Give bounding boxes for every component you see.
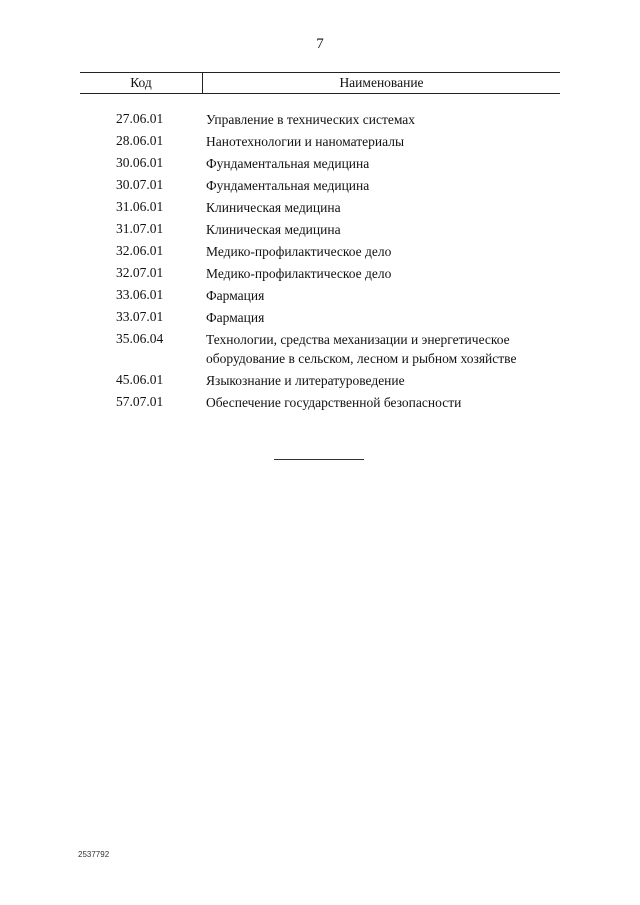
row-name: Фундаментальная медицина: [206, 155, 370, 171]
row-code: 32.07.01: [116, 265, 164, 280]
table-row: [80, 284, 560, 306]
table-row: [80, 130, 560, 152]
row-code: 27.06.01: [116, 111, 164, 126]
end-separator-line: [274, 459, 364, 460]
row-code: 32.06.01: [116, 243, 164, 258]
row-name: Языкознание и литературоведение: [206, 372, 405, 388]
row-name: Медико-профилактическое дело: [206, 243, 392, 259]
row-name: Фармация: [206, 309, 265, 325]
table-row: [80, 240, 560, 262]
table-row: [80, 262, 560, 284]
column-header-code: Код: [80, 73, 203, 93]
row-name: Управление в технических системах: [206, 111, 416, 127]
table-row: [80, 328, 560, 369]
row-code: 57.07.01: [116, 394, 164, 409]
table-row: [80, 108, 560, 130]
row-code: 33.06.01: [116, 287, 164, 302]
table-row: [80, 391, 560, 413]
page-number: 7: [316, 36, 324, 52]
row-name: Клиническая медицина: [206, 199, 341, 215]
row-name: Технологии, средства механизации и энергетическое оборудование в сельском, лесном и рыбном хозяйстве: [206, 331, 517, 366]
row-code: 31.06.01: [116, 199, 164, 214]
row-name: Медико-профилактическое дело: [206, 265, 392, 281]
table-row: [80, 218, 560, 240]
row-code: 30.06.01: [116, 155, 164, 170]
table-row: [80, 196, 560, 218]
row-code: 31.07.01: [116, 221, 164, 236]
row-name: Нанотехнологии и наноматериалы: [206, 133, 405, 149]
row-code: 35.06.04: [116, 331, 164, 346]
row-name: Фармация: [206, 287, 265, 303]
row-code: 33.07.01: [116, 309, 164, 324]
row-code: 45.06.01: [116, 372, 164, 387]
document-id: 2537792: [78, 850, 110, 859]
row-code: 28.06.01: [116, 133, 164, 148]
table-header: [80, 72, 560, 94]
table-row: [80, 306, 560, 328]
table-body: [80, 108, 560, 413]
row-name: Обеспечение государственной безопасности: [206, 394, 462, 410]
row-name: Фундаментальная медицина: [206, 177, 370, 193]
table-row: [80, 174, 560, 196]
table-row: [80, 152, 560, 174]
row-name: Клиническая медицина: [206, 221, 341, 237]
table-row: [80, 369, 560, 391]
row-code: 30.07.01: [116, 177, 164, 192]
column-header-name: Наименование: [339, 75, 424, 90]
